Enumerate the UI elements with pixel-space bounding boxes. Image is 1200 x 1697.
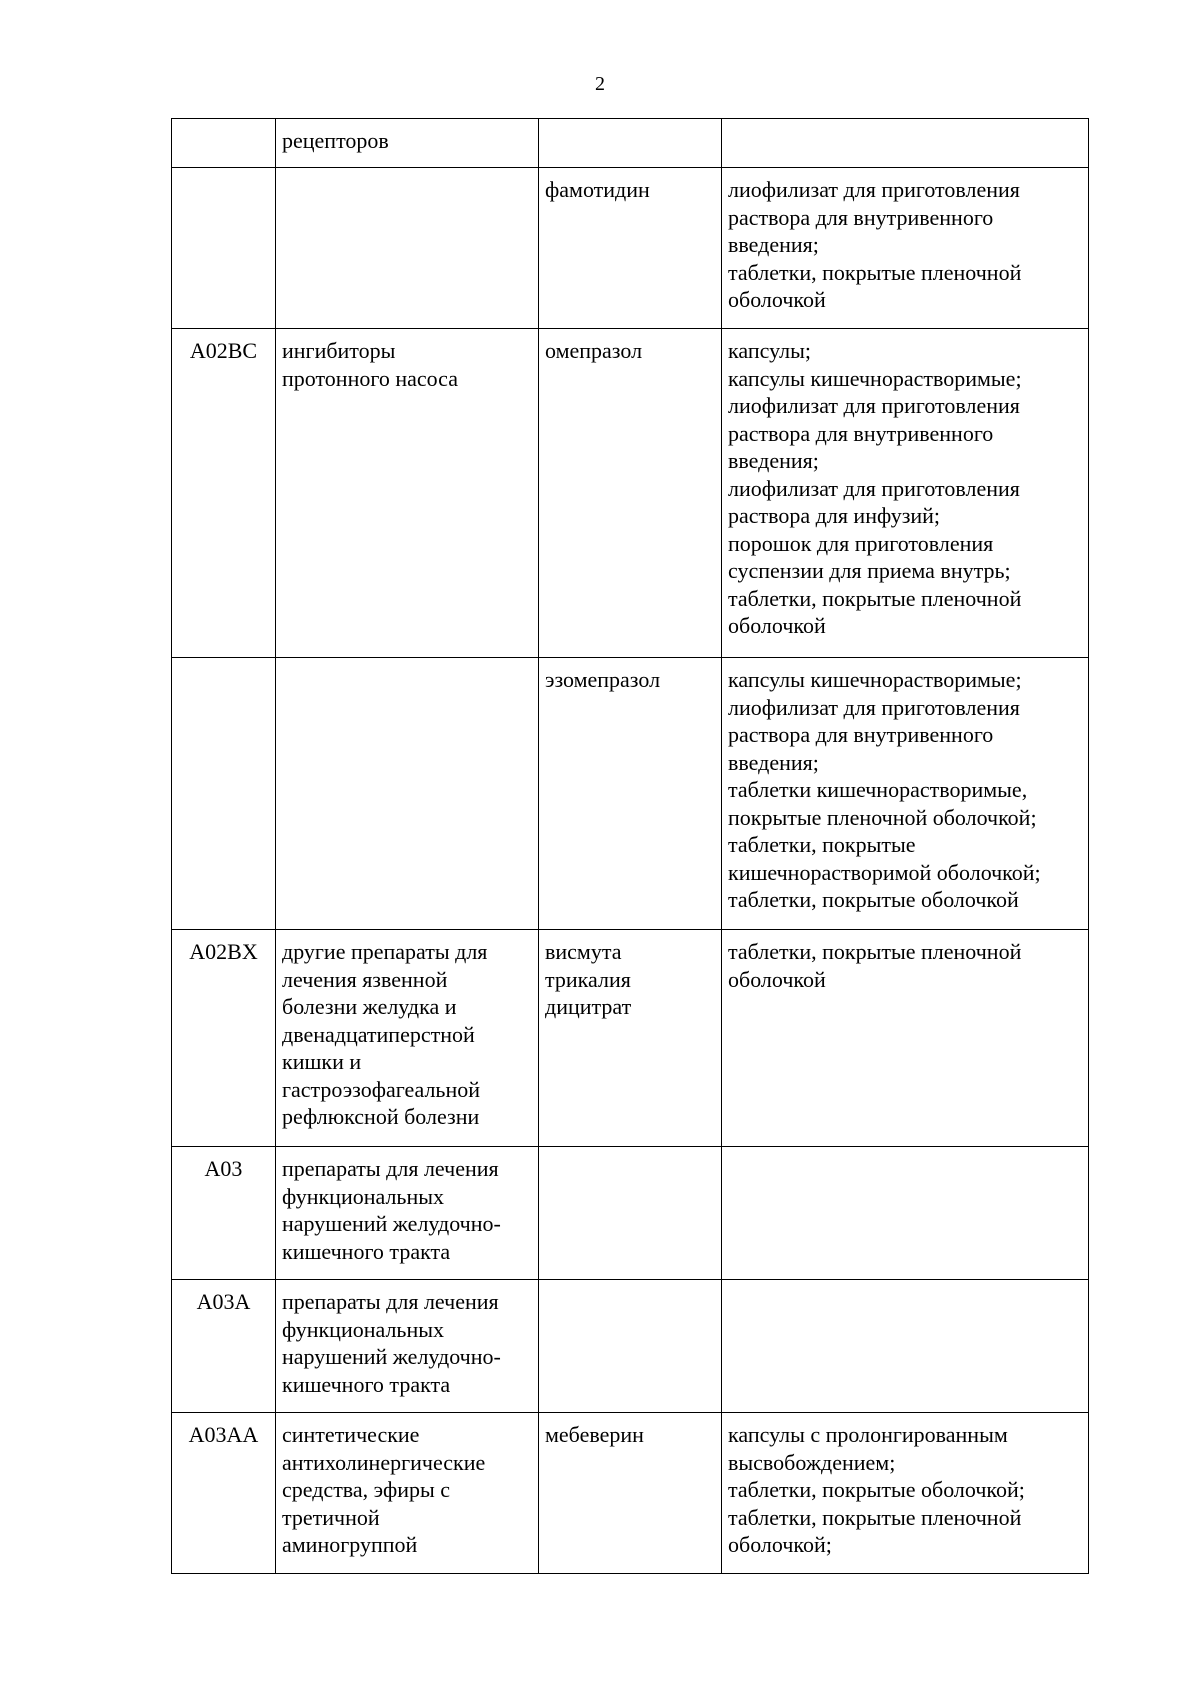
group-cell: [276, 1147, 539, 1280]
table-body: [172, 119, 1089, 1574]
group-text-line: нарушений желудочно-: [282, 1344, 501, 1369]
dosage-form-line: таблетки, покрытые оболочкой: [728, 887, 1019, 912]
group-cell: [276, 119, 539, 168]
drug-name-cell: [539, 930, 722, 1147]
drug-name-cell: [539, 658, 722, 930]
group-cell: [276, 329, 539, 658]
dosage-form-line: капсулы с пролонгированным: [728, 1422, 1008, 1447]
dosage-form-line: капсулы кишечнорастворимые;: [728, 667, 1022, 692]
dosage-form-line: таблетки, покрытые пленочной: [728, 939, 1022, 964]
drug-name-line: мебеверин: [545, 1422, 644, 1447]
dosage-form-line: таблетки, покрытые пленочной: [728, 1504, 1022, 1530]
group-text-line: препараты для лечения: [282, 1156, 499, 1181]
atc-code-cell: [172, 119, 276, 168]
drug-name-cell: [539, 1280, 722, 1413]
dosage-form-line: покрытые пленочной оболочкой;: [728, 804, 1037, 830]
dosage-form-line: высвобождением;: [728, 1449, 896, 1475]
dosage-form-line: таблетки, покрытые оболочкой;: [728, 1477, 1025, 1502]
table-row: [172, 1413, 1089, 1574]
dosage-form-line: порошок для приготовления: [728, 530, 994, 556]
group-text-line: протонного насоса: [282, 365, 458, 391]
dosage-forms-cell: [722, 168, 1089, 329]
dosage-form-line: раствора для внутривенного: [728, 420, 994, 446]
atc-code-cell: [172, 168, 276, 329]
drug-name-line: фамотидин: [545, 177, 650, 202]
group-text-line: рефлюксной болезни: [282, 1104, 480, 1129]
drug-name-line: трикалия: [545, 966, 631, 992]
drug-name-cell: [539, 119, 722, 168]
dosage-form-line: оболочкой;: [728, 1532, 832, 1557]
dosage-form-line: введения;: [728, 749, 819, 775]
drug-list-table: [171, 118, 1089, 1574]
group-text-line: аминогруппой: [282, 1532, 418, 1557]
atc-code: A03A: [196, 1289, 251, 1314]
atc-code: A03: [204, 1156, 243, 1181]
dosage-form-line: оболочкой: [728, 966, 826, 992]
atc-code-cell: [172, 930, 276, 1147]
dosage-forms-cell: [722, 1280, 1089, 1413]
group-text-line: гастроэзофагеальной: [282, 1076, 481, 1102]
drug-name-cell: [539, 329, 722, 658]
dosage-forms-cell: [722, 329, 1089, 658]
group-text-line: антихолинергические: [282, 1449, 486, 1475]
drug-name-cell: [539, 1147, 722, 1280]
dosage-form-line: введения;: [728, 448, 819, 473]
dosage-form-line: раствора для инфузий;: [728, 503, 941, 528]
table-row: [172, 930, 1089, 1147]
dosage-form-line: кишечнорастворимой оболочкой;: [728, 859, 1041, 885]
drug-name-line: омепразол: [545, 338, 643, 363]
atc-code-cell: [172, 658, 276, 930]
group-text-line: болезни желудка и: [282, 994, 457, 1019]
dosage-form-line: таблетки, покрытые пленочной: [728, 259, 1022, 285]
page-number: 2: [595, 73, 605, 95]
drug-name-line: дицитрат: [545, 994, 632, 1019]
table-row: [172, 119, 1089, 168]
atc-code-cell: [172, 329, 276, 658]
table-row: [172, 1147, 1089, 1280]
dosage-forms-cell: [722, 119, 1089, 168]
atc-code: A02BX: [189, 939, 258, 964]
dosage-form-line: лиофилизат для приготовления: [728, 177, 1020, 202]
dosage-form-line: введения;: [728, 232, 819, 257]
group-text-line: третичной: [282, 1504, 380, 1530]
dosage-form-line: оболочкой: [728, 287, 826, 312]
dosage-form-line: капсулы;: [728, 338, 811, 363]
group-cell: [276, 930, 539, 1147]
group-cell: [276, 1280, 539, 1413]
group-text-line: кишечного тракта: [282, 1371, 451, 1397]
group-text-line: кишечного тракта: [282, 1238, 451, 1264]
dosage-form-line: раствора для внутривенного: [728, 204, 994, 230]
dosage-form-line: лиофилизат для приготовления: [728, 475, 1020, 501]
drug-name-cell: [539, 168, 722, 329]
group-text-line: кишки и: [282, 1049, 362, 1074]
dosage-form-line: таблетки, покрытые: [728, 832, 916, 857]
group-text-line: другие препараты для: [282, 939, 488, 964]
atc-code-cell: [172, 1280, 276, 1413]
dosage-form-line: лиофилизат для приготовления: [728, 694, 1020, 720]
dosage-forms-cell: [722, 930, 1089, 1147]
dosage-form-line: оболочкой: [728, 613, 826, 638]
drug-name-line: висмута: [545, 939, 622, 964]
table-row: [172, 168, 1089, 329]
group-cell: [276, 168, 539, 329]
atc-code: A03AA: [188, 1422, 259, 1447]
dosage-form-line: капсулы кишечнорастворимые;: [728, 365, 1022, 391]
dosage-form-line: таблетки, покрытые пленочной: [728, 585, 1022, 611]
group-text-line: рецепторов: [282, 128, 389, 153]
atc-code: A02BC: [189, 338, 258, 363]
table-row: [172, 658, 1089, 930]
group-cell: [276, 658, 539, 930]
group-text-line: двенадцатиперстной: [282, 1021, 475, 1047]
group-text-line: синтетические: [282, 1422, 420, 1447]
group-text-line: нарушений желудочно-: [282, 1211, 501, 1236]
dosage-form-line: раствора для внутривенного: [728, 722, 994, 747]
drug-name-cell: [539, 1413, 722, 1574]
drug-name-line: эзомепразол: [545, 667, 661, 692]
dosage-form-line: лиофилизат для приготовления: [728, 393, 1020, 418]
dosage-form-line: суспензии для приема внутрь;: [728, 558, 1011, 583]
dosage-form-line: таблетки кишечнорастворимые,: [728, 777, 1028, 802]
dosage-forms-cell: [722, 658, 1089, 930]
group-text-line: препараты для лечения: [282, 1289, 499, 1314]
group-text-line: функциональных: [282, 1316, 445, 1342]
group-text-line: функциональных: [282, 1183, 445, 1209]
group-text-line: ингибиторы: [282, 338, 396, 363]
atc-code-cell: [172, 1147, 276, 1280]
group-cell: [276, 1413, 539, 1574]
dosage-forms-cell: [722, 1147, 1089, 1280]
table-row: [172, 1280, 1089, 1413]
dosage-forms-cell: [722, 1413, 1089, 1574]
atc-code-cell: [172, 1413, 276, 1574]
group-text-line: средства, эфиры с: [282, 1477, 451, 1502]
table-row: [172, 329, 1089, 658]
group-text-line: лечения язвенной: [282, 966, 448, 992]
